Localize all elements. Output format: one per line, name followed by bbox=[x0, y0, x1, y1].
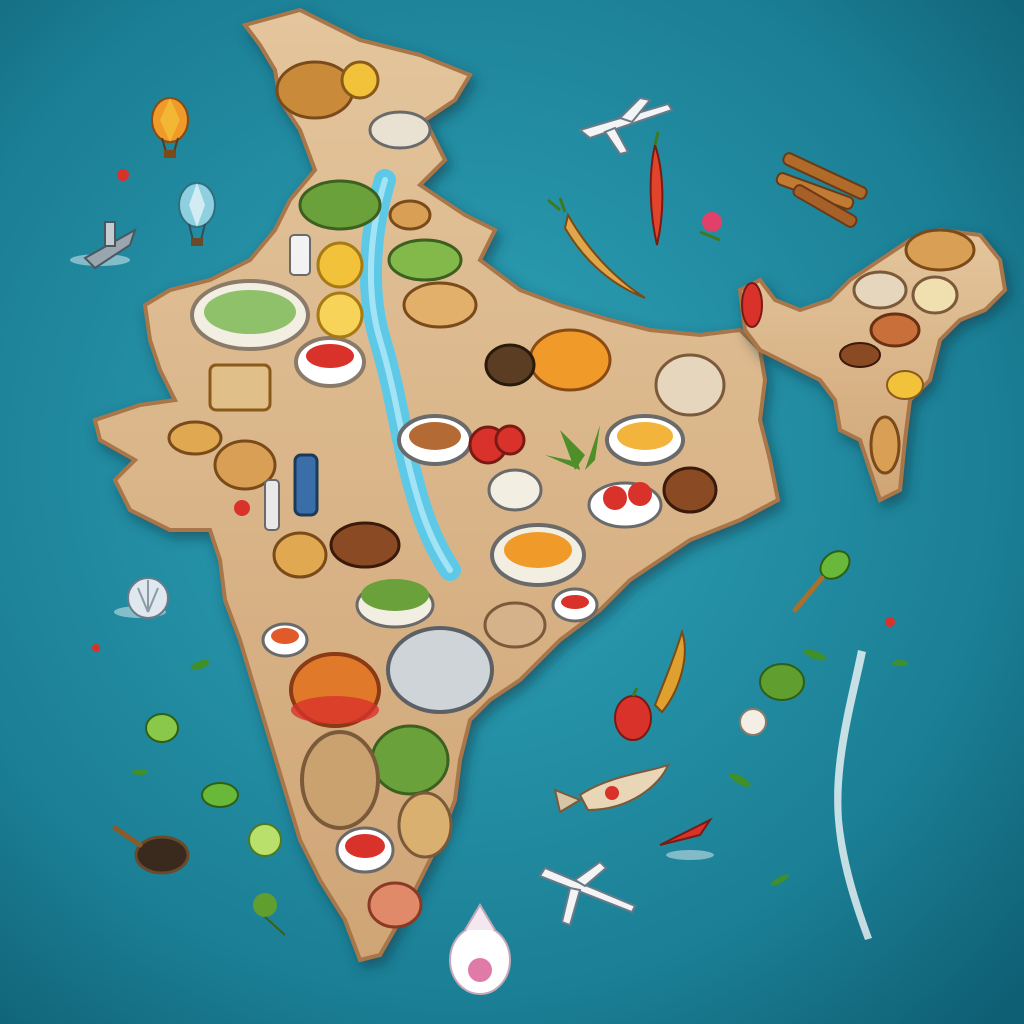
egg-icon bbox=[740, 709, 766, 735]
seashell-icon bbox=[128, 578, 168, 618]
